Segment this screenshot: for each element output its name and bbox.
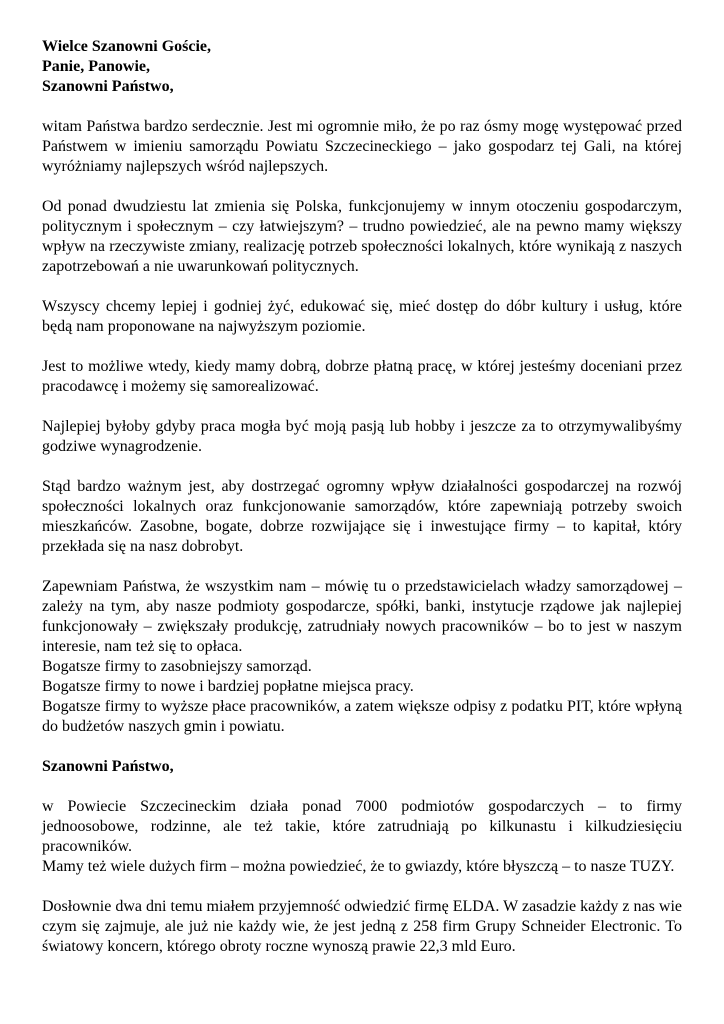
second-greeting: Szanowni Państwo, — [42, 758, 174, 775]
paragraph-better-life: Wszyscy chcemy lepiej i godniej żyć, edukować się, mieć dostęp do dóbr kultury i usług, które będą nam proponowane na najwyższym poziomie. — [42, 298, 682, 335]
county-block — [42, 797, 682, 877]
county-line: Mamy też wiele dużych firm – można powiedzieć, że to gwiazdy, które błyszczą – to nasze TUZY. — [42, 858, 675, 875]
assurance-block — [42, 577, 682, 737]
greeting-line-1: Wielce Szanowni Goście, — [42, 38, 212, 55]
greeting-line-3: Szanowni Państwo, — [42, 78, 174, 95]
greeting-line-2: Panie, Panowie, — [42, 58, 150, 75]
paragraph-welcome: witam Państwa bardzo serdecznie. Jest mi ogromnie miło, że po raz ósmy mogę występować przed Państwem w imieniu samorządu Powiatu Szczecineckiego – jako gospodarz tej Gali, na której wyróżniamy najlepszych wśród najlepszych. — [42, 118, 682, 175]
assurance-line-1: Bogatsze firmy to zasobniejszy samorząd. — [42, 658, 312, 675]
assurance-main: Zapewniam Państwa, że wszystkim nam – mówię tu o przedstawicielach władzy samorządowej – zależy na tym, aby nasze podmioty gospodarcze, spółki, banki, instytucje rządowe jak najlepiej funkcjonowały – zwiększały produkcję, zatrudniały nowych pracowników – bo to jest w naszym interesie, nam też się to opłaca. — [42, 578, 682, 655]
county-main: w Powiecie Szczecineckim działa ponad 7000 podmiotów gospodarczych – to firmy jednoosobowe, rodzinne, ale też takie, które zatrudniają po kilkunastu i kilkudziesięciu pracowników. — [42, 798, 682, 855]
paragraph-elda: Dosłownie dwa dni temu miałem przyjemność odwiedzić firmę ELDA. W zasadzie każdy z nas wie czym się zajmuje, ale już nie każdy wie, że jest jedną z 258 firm Grupy Schneider Electronic. To światowy koncern, którego obroty roczne wynoszą prawie 22,3 mld Euro. — [42, 898, 682, 955]
assurance-line-2: Bogatsze firmy to nowe i bardziej popłatne miejsca pracy. — [42, 678, 414, 695]
document-page — [42, 37, 682, 957]
paragraph-passion: Najlepiej byłoby gdyby praca mogła być moją pasją lub hobby i jeszcze za to otrzymywalibyśmy godziwe wynagrodzenie. — [42, 418, 682, 455]
paragraph-good-work: Jest to możliwe wtedy, kiedy mamy dobrą, dobrze płatną pracę, w której jesteśmy doceniani przez pracodawcę i możemy się samorealizować. — [42, 358, 682, 395]
assurance-line-3: Bogatsze firmy to wyższe płace pracowników, a zatem większe odpisy z podatku PIT, które wpłyną do budżetów naszych gmin i powiatu. — [42, 698, 682, 735]
greeting-block — [42, 37, 682, 97]
paragraph-poland-changes: Od ponad dwudziestu lat zmienia się Polska, funkcjonujemy w innym otoczeniu gospodarczym, politycznym i społecznym – czy łatwiejszym? – trudno powiedzieć, ale na pewno mamy większy wpływ na rzeczywiste zmiany, realizację potrzeb społeczności lokalnych, które wynikają z naszych zapotrzebowań a nie uwarunkowań politycznych. — [42, 198, 682, 275]
paragraph-business-impact: Stąd bardzo ważnym jest, aby dostrzegać ogromny wpływ działalności gospodarczej na rozwój społeczności lokalnych oraz funkcjonowanie samorządów, które zapewniają potrzeby swoich mieszkańców. Zasobne, bogate, dobrze rozwijające się i inwestujące firmy – to kapitał, który przekłada się na nasz dobrobyt. — [42, 478, 682, 555]
